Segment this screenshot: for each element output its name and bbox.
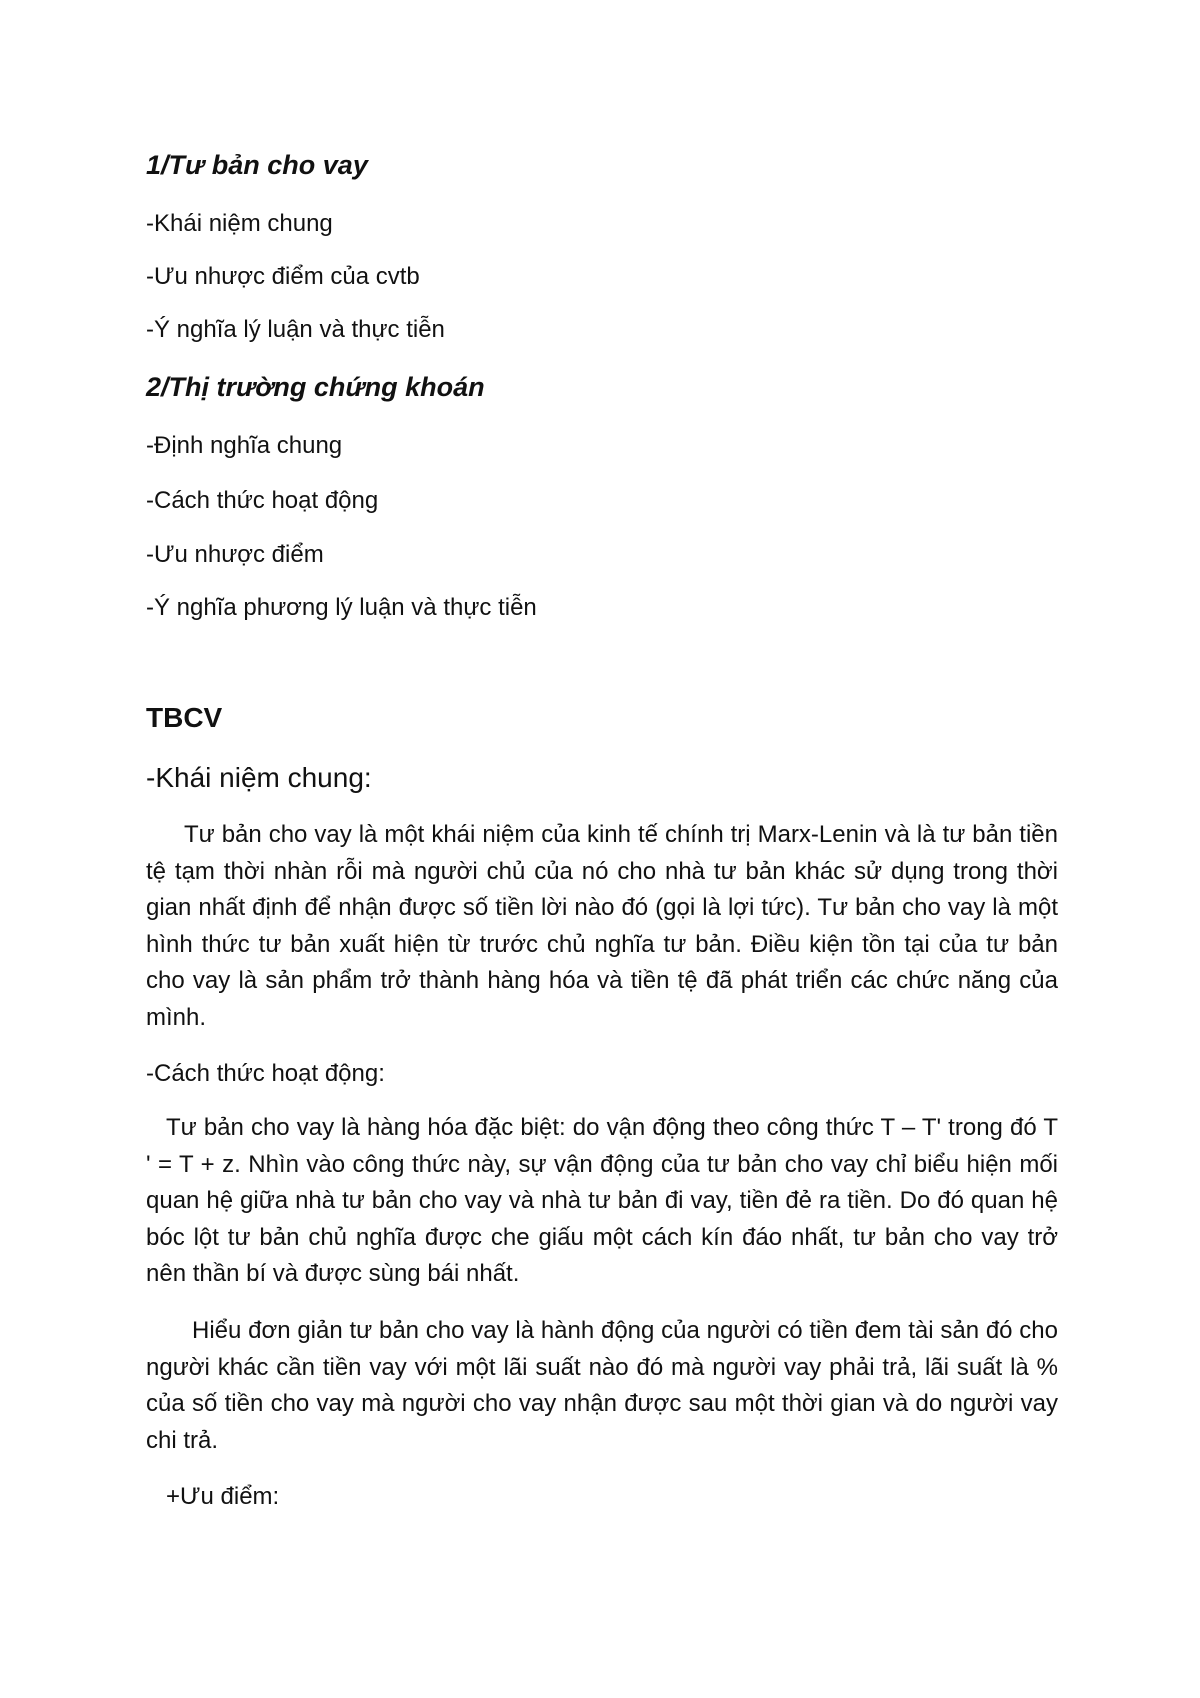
outline-heading-1: 1/Tư bản cho vay xyxy=(146,150,368,180)
outline-item: -Cách thức hoạt động xyxy=(146,487,379,514)
outline-item: -Ý nghĩa lý luận và thực tiễn xyxy=(146,316,445,343)
operation-heading: -Cách thức hoạt động: xyxy=(146,1060,385,1087)
operation-paragraph: Tư bản cho vay là hàng hóa đặc biệt: do vận động theo công thức T – T' trong đó T ' = T + z. Nhìn vào công thức này, sự vận động của tư bản cho vay chỉ biểu hiện mối quan hệ giữa nhà tư bản cho vay và nhà tư bản đi vay, tiền đẻ ra tiền. Do đó quan hệ bóc lột tư bản chủ nghĩa được che giấu một cách kín đáo nhất, tư bản cho vay trở nên thần bí và được sùng bái nhất. xyxy=(146,1114,1058,1287)
concept-heading: -Khái niệm chung: xyxy=(146,762,372,793)
advantages-heading: +Ưu điểm: xyxy=(166,1483,280,1510)
simple-explanation-paragraph: Hiểu đơn giản tư bản cho vay là hành động của người có tiền đem tài sản đó cho người khác cần tiền vay với một lãi suất nào đó mà người vay phải trả, lãi suất là % của số tiền cho vay mà người cho vay nhận được sau một thời gian và do người vay chi trả. xyxy=(146,1317,1058,1454)
outline-item: -Định nghĩa chung xyxy=(146,432,343,459)
concept-paragraph: Tư bản cho vay là một khái niệm của kinh tế chính trị Marx-Lenin và là tư bản tiền tệ tạm thời nhàn rỗi mà người chủ của nó cho nhà tư bản khác sử dụng trong thời gian nhất định để nhận được số tiền lời nào đó (gọi là lợi tức). Tư bản cho vay là một hình thức tư bản xuất hiện từ trước chủ nghĩa tư bản. Điều kiện tồn tại của tư bản cho vay là sản phẩm trở thành hàng hóa và tiền tệ đã phát triển các chức năng của mình. xyxy=(146,821,1058,1031)
outline-item: -Khái niệm chung xyxy=(146,210,333,237)
outline-item: -Ý nghĩa phương lý luận và thực tiễn xyxy=(146,594,537,621)
section-title: TBCV xyxy=(146,702,223,733)
outline-heading-2: 2/Thị trường chứng khoán xyxy=(146,372,485,402)
outline-item: -Ưu nhược điểm của cvtb xyxy=(146,263,420,290)
outline-item: -Ưu nhược điểm xyxy=(146,541,324,568)
